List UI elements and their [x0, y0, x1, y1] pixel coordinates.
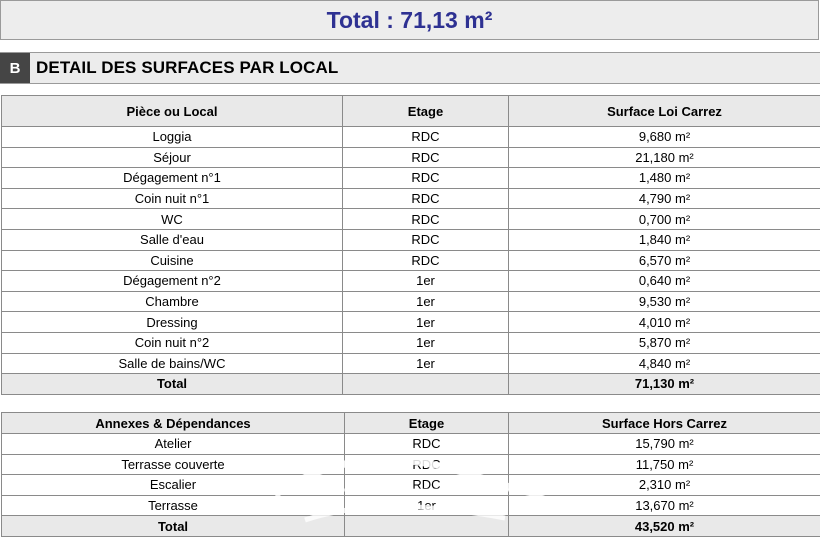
- total-banner: [0, 0, 819, 40]
- table-row: [2, 332, 820, 353]
- cell-room: Terrasse couverte: [2, 454, 345, 475]
- column-header-room: Pièce ou Local: [2, 96, 343, 127]
- table-row: [2, 291, 820, 312]
- cell-surface: 1,480 m²: [509, 168, 820, 189]
- cell-room: Dégagement n°2: [2, 271, 343, 292]
- rooms-surface-table: [1, 95, 820, 395]
- cell-floor: 1er: [343, 332, 509, 353]
- cell-surface: 6,570 m²: [509, 250, 820, 271]
- cell-surface: 2,310 m²: [509, 475, 820, 496]
- total-value: 71,130 m²: [509, 374, 820, 395]
- cell-floor: RDC: [345, 434, 509, 455]
- cell-surface: 1,840 m²: [509, 229, 820, 250]
- table-row: [2, 168, 820, 189]
- cell-surface: 11,750 m²: [509, 454, 820, 475]
- total-label: Total: [2, 374, 343, 395]
- cell-room: Loggia: [2, 127, 343, 148]
- cell-floor: RDC: [343, 250, 509, 271]
- cell-room: Salle d'eau: [2, 229, 343, 250]
- cell-room: Dressing: [2, 312, 343, 333]
- cell-surface: 13,670 m²: [509, 495, 820, 516]
- table-row: [2, 312, 820, 333]
- total-empty-cell: [345, 516, 509, 537]
- cell-surface: 0,640 m²: [509, 271, 820, 292]
- cell-floor: 1er: [345, 495, 509, 516]
- column-header-floor: Etage: [345, 413, 509, 434]
- cell-surface: 15,790 m²: [509, 434, 820, 455]
- cell-room: Escalier: [2, 475, 345, 496]
- cell-room: Salle de bains/WC: [2, 353, 343, 374]
- table-row: [2, 147, 820, 168]
- cell-surface: 9,680 m²: [509, 127, 820, 148]
- cell-room: WC: [2, 209, 343, 230]
- cell-room: Coin nuit n°2: [2, 332, 343, 353]
- cell-surface: 21,180 m²: [509, 147, 820, 168]
- table-row: [2, 188, 820, 209]
- cell-floor: RDC: [343, 168, 509, 189]
- column-header-annex: Annexes & Dépendances: [2, 413, 345, 434]
- cell-floor: RDC: [345, 454, 509, 475]
- section-letter-badge: B: [0, 53, 30, 83]
- cell-room: Dégagement n°1: [2, 168, 343, 189]
- cell-surface: 9,530 m²: [509, 291, 820, 312]
- table-total-row: [2, 516, 820, 537]
- total-label: Total: [2, 516, 345, 537]
- table-header-row: [2, 96, 820, 127]
- cell-surface: 4,840 m²: [509, 353, 820, 374]
- table-row: [2, 209, 820, 230]
- cell-room: Coin nuit n°1: [2, 188, 343, 209]
- table-row: [2, 495, 820, 516]
- section-header: [0, 52, 820, 84]
- table-row: [2, 475, 820, 496]
- cell-surface: 4,790 m²: [509, 188, 820, 209]
- total-surface-text: Total : 71,13 m²: [326, 6, 493, 33]
- table-total-row: [2, 374, 820, 395]
- table-row: [2, 271, 820, 292]
- section-title: DETAIL DES SURFACES PAR LOCAL: [36, 58, 339, 77]
- table-row: [2, 434, 820, 455]
- table-row: [2, 229, 820, 250]
- cell-surface: 4,010 m²: [509, 312, 820, 333]
- total-value: 43,520 m²: [509, 516, 820, 537]
- column-header-surface: Surface Loi Carrez: [509, 96, 820, 127]
- cell-room: Cuisine: [2, 250, 343, 271]
- table-header-row: [2, 413, 820, 434]
- cell-floor: RDC: [343, 209, 509, 230]
- cell-floor: RDC: [343, 229, 509, 250]
- table-row: [2, 250, 820, 271]
- cell-room: Atelier: [2, 434, 345, 455]
- cell-surface: 0,700 m²: [509, 209, 820, 230]
- annex-surface-table: [1, 412, 820, 537]
- cell-floor: 1er: [343, 353, 509, 374]
- cell-room: Terrasse: [2, 495, 345, 516]
- cell-room: Chambre: [2, 291, 343, 312]
- cell-floor: RDC: [343, 127, 509, 148]
- cell-floor: 1er: [343, 271, 509, 292]
- cell-room: Séjour: [2, 147, 343, 168]
- cell-floor: 1er: [343, 291, 509, 312]
- cell-floor: 1er: [343, 312, 509, 333]
- column-header-floor: Etage: [343, 96, 509, 127]
- cell-floor: RDC: [343, 147, 509, 168]
- column-header-surface: Surface Hors Carrez: [509, 413, 820, 434]
- total-empty-cell: [343, 374, 509, 395]
- table-row: [2, 353, 820, 374]
- cell-floor: RDC: [343, 188, 509, 209]
- cell-surface: 5,870 m²: [509, 332, 820, 353]
- table-row: [2, 454, 820, 475]
- cell-floor: RDC: [345, 475, 509, 496]
- table-row: [2, 127, 820, 148]
